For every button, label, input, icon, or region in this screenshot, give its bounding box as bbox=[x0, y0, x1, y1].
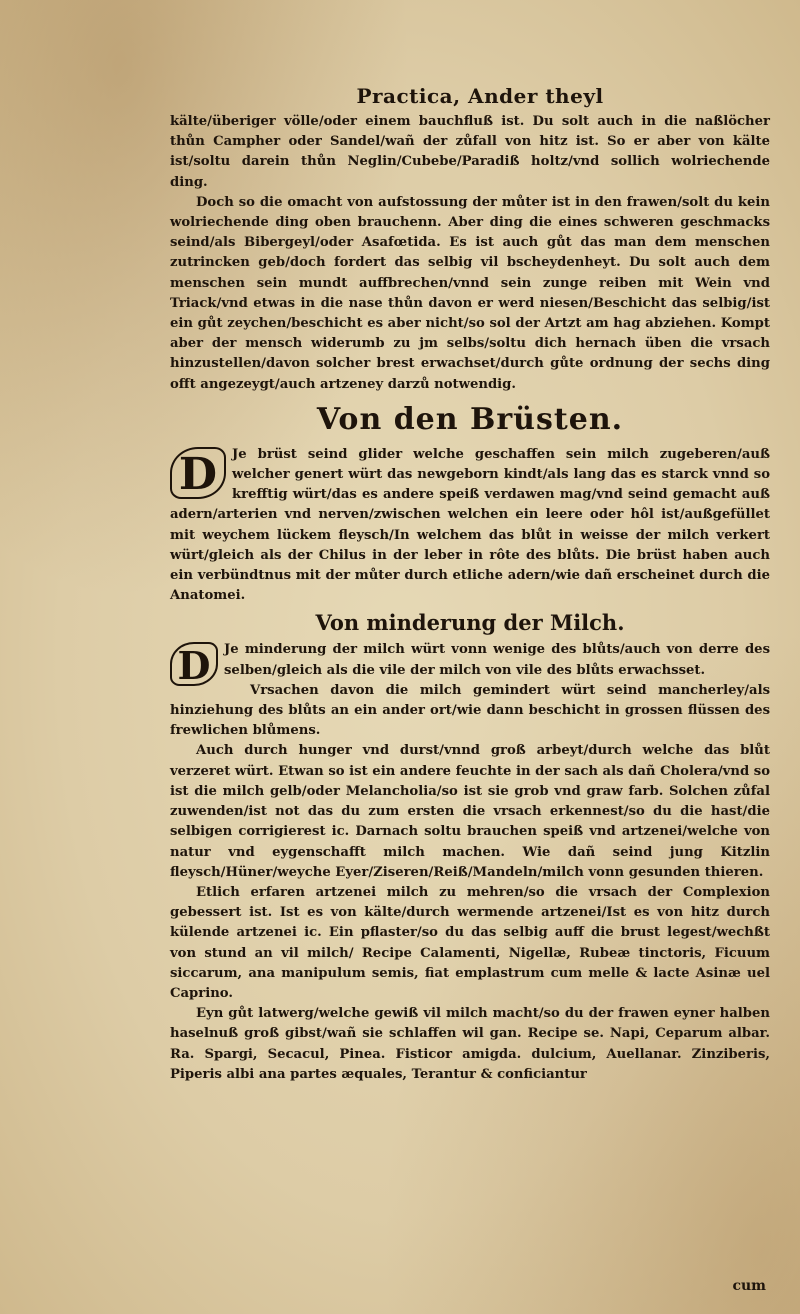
paragraph: Etlich erfaren artzenei milch zu mehren/so die vrsach der Complexion gebessert ist. Ist es von kälte/durch wermende artzenei/Ist es von hitz durch külende artzenei ic. Ein pflaster/so du das selbig auff die brust legest/wechßt von stund an vil milch/ Recipe Calamenti, Nigellæ, Rubeæ tinctoris, Ficuum siccarum, ana manipulum semis, fiat emplastrum cum melle & lacte Asinæ uel Caprino. bbox=[170, 884, 770, 1001]
text-block bbox=[170, 80, 770, 1300]
paragraph-milch bbox=[170, 640, 770, 689]
paragraph: Auch durch hunger vnd durst/vnnd groß arbeyt/durch welche das blůt verzeret würt. Etwan so ist ein andere feuchte in der sach als dañ Cholera/vnd so ist die milch gelb/oder Melancholia/so ist sie grob vnd graw farb. Solchen zůfal zuwenden/ist not das du zum ersten die vrsach erkennest/so du die hast/die selbigen corrigierest ic. Darnach soltu brauchen speiß vnd artzenei/welche von natur vnd eygenschafft milch machen. Wie dañ seind jung Kitzlin fleysch/Hüner/weyche Eyer/Ziseren/Reiß/Mandeln/milch vonn gesunden thieren. bbox=[170, 743, 770, 880]
decorated-initial: D bbox=[170, 642, 218, 686]
paragraph-text: Je minderung der milch würt vonn wenige des blůts/auch von derre des selben/gleich als die vile der milch von vile des blůts erwachsset. bbox=[224, 642, 770, 678]
section-heading-milch: Von minderung der Milch. bbox=[315, 610, 625, 636]
paragraph: Vrsachen davon die milch gemindert würt seind mancherley/als hinziehung des blůts an ein ander ort/wie dann beschicht in grossen flüssen des frewlichen blůmens. bbox=[170, 682, 770, 739]
paragraph-brueste bbox=[170, 445, 770, 607]
paragraph-text: Je brüst seind glider welche geschaffen sein milch zugeberen/auß welcher genert würt das newgeborn kindt/als lang das es starck vnnd so krefftig würt/das es andere speiß verdawen mag/vnd seind gemacht auß adern/arterien vnd nerven/zwischen welchen ein leere oder hôl ist/außgefüllet mit weychem lückem fleysch/In welchem das blůt in weisse der milch verkert würt/gleich als der Chilus in der leber in rôte des blůts. Die brüst haben auch ein verbündtnus mit der můter durch etliche adern/wie dañ erscheinet durch die Anatomei. bbox=[170, 446, 770, 604]
running-head: Practica, Ander theyl bbox=[356, 84, 604, 108]
paragraph: Doch so die omacht von aufstossung der můter ist in den frawen/solt du kein wolriechende ding oben brauchenn. Aber ding die eines schweren geschmacks seind/als Bibergeyl/oder Asafœtida. Es ist auch gůt das man dem menschen zutrincken geb/doch fordert das selbig vil bscheydenheyt. Du solt auch dem menschen sein mundt auffbrechen/vnnd sein zunge reiben mit Wein vnd Triack/vnd etwas in die nase thůn davon er werd niesen/Beschicht das selbig/ist ein gůt zeychen/beschicht es aber nicht/so sol der Artzt am hag abziehen. Kompt aber der mensch widerumb zu jm selbs/soltu dich hernach üben die vrsach hinzustellen/davon solcher brest erwachset/durch gůte ordnung der sechs ding offt angezeygt/auch artzeney darzů notwendig. bbox=[170, 194, 770, 392]
paragraph: kälte/überiger völle/oder einem bauchfluß ist. Du solt auch in die naßlöcher thůn Campher oder Sandel/wañ der zůfall von hitz ist. So er aber von kälte ist/soltu darein thůn Neglin/Cubebe/Paradiß holtz/vnd sollich wolriechende ding. bbox=[170, 114, 770, 190]
paragraph: Eyn gůt latwerg/welche gewiß vil milch macht/so du der frawen eyner halben haselnuß groß gibst/wañ sie schlaffen wil gan. Recipe se. Napi, Ceparum albar. Ra. Spargi, Secacul, Pinea. Fisticor amigda. dulcium, Auellanar. Zinziberis, Piperis albi ana partes æquales, Terantur & conficiantur bbox=[170, 1006, 770, 1082]
section-heading-brueste: Von den Brüsten. bbox=[316, 401, 624, 437]
catchword: cum bbox=[732, 1278, 766, 1294]
decorated-initial: D bbox=[170, 447, 226, 499]
